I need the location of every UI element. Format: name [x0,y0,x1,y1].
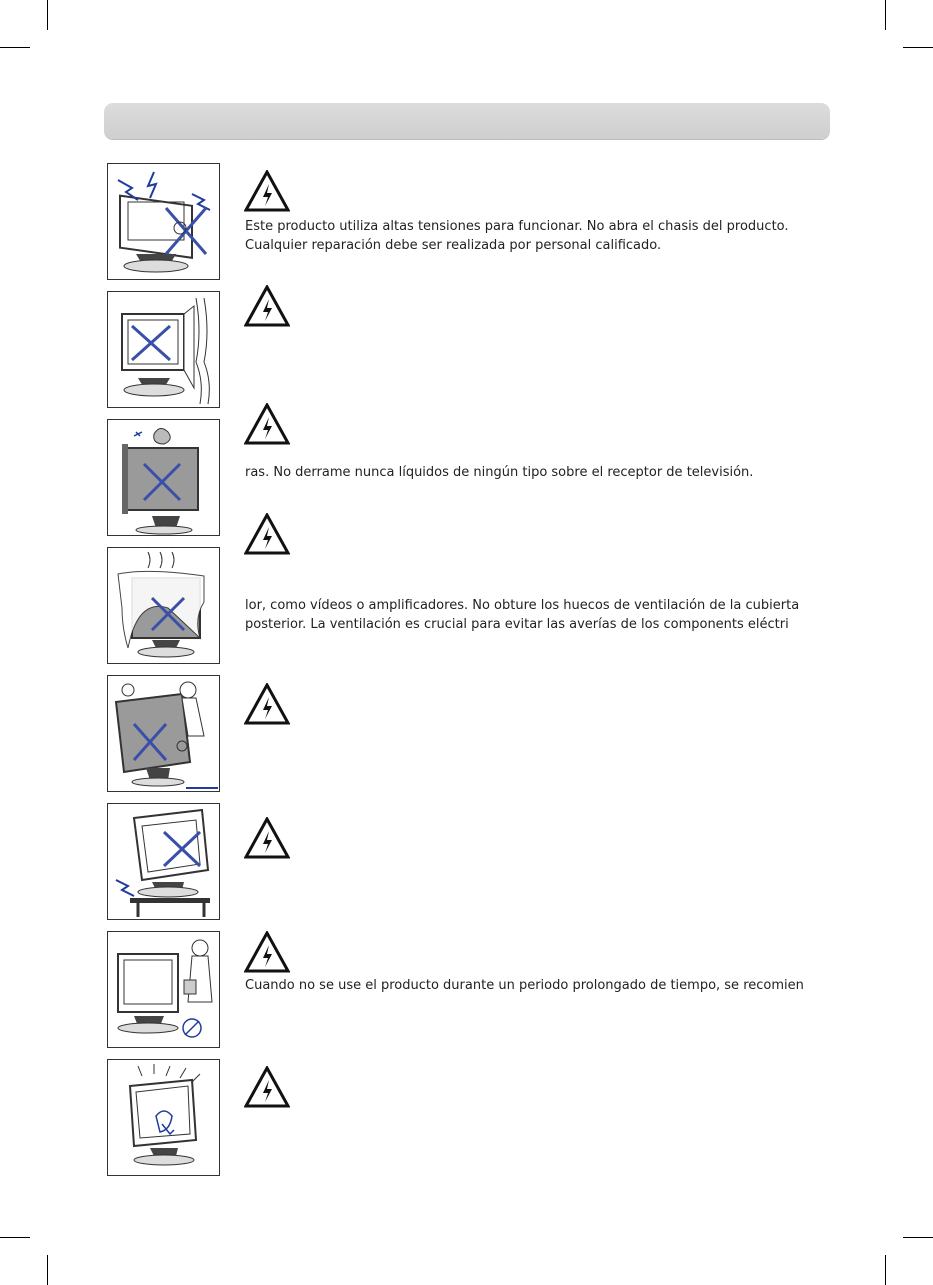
tv-unstable-table-illustration [107,803,220,920]
warning-row [107,547,833,665]
tv-liquid-spill-illustration [107,419,220,536]
section-header-bar [104,103,830,139]
crop-mark [47,1255,48,1285]
warning-row [107,1059,833,1177]
warning-text-line: Este producto utiliza altas tensiones para funcionar. No abra el chasis del producto. [245,219,789,234]
warning-row [107,931,833,1049]
warning-lightning-icon [244,931,290,973]
warning-text [245,976,835,995]
warning-text [245,217,835,255]
warning-lightning-icon [244,683,290,725]
warning-text-line: ras. No derrame nunca líquidos de ningún tipo sobre el receptor de televisión. [245,465,754,480]
crop-mark [903,1237,933,1238]
warning-lightning-icon [244,403,290,445]
tv-near-curtain-illustration [107,291,220,408]
tv-high-voltage-illustration [107,163,220,280]
crop-mark [0,1237,30,1238]
warning-lightning-icon [244,817,290,859]
crop-mark [47,0,48,30]
warning-text-line: Cualquier reparación debe ser realizada por personal calificado. [245,238,662,253]
warning-text [245,596,835,634]
warning-lightning-icon [244,513,290,555]
tv-covered-ventilation-illustration [107,547,220,664]
warning-row [107,291,833,409]
warning-lightning-icon [244,170,290,212]
warning-row [107,419,833,537]
crop-mark [885,1255,886,1285]
tv-screen-cleaning-illustration [107,1059,220,1176]
crop-mark [0,47,30,48]
warning-text [245,463,835,482]
warning-lightning-icon [244,1066,290,1108]
tv-unplug-illustration [107,931,220,1048]
tv-child-pushing-illustration [107,675,220,792]
warning-row [107,675,833,793]
warning-text-line: posterior. La ventilación es crucial para evitar las averías de los components eléctri [245,617,789,632]
crop-mark [903,47,933,48]
warning-row [107,163,833,281]
warning-text-line: Cuando no se use el producto durante un periodo prolongado de tiempo, se recomien [245,978,804,993]
warning-lightning-icon [244,285,290,327]
crop-mark [885,0,886,30]
warning-row [107,803,833,921]
warning-text-line: lor, como vídeos o amplificadores. No obture los huecos de ventilación de la cubierta [245,598,800,613]
